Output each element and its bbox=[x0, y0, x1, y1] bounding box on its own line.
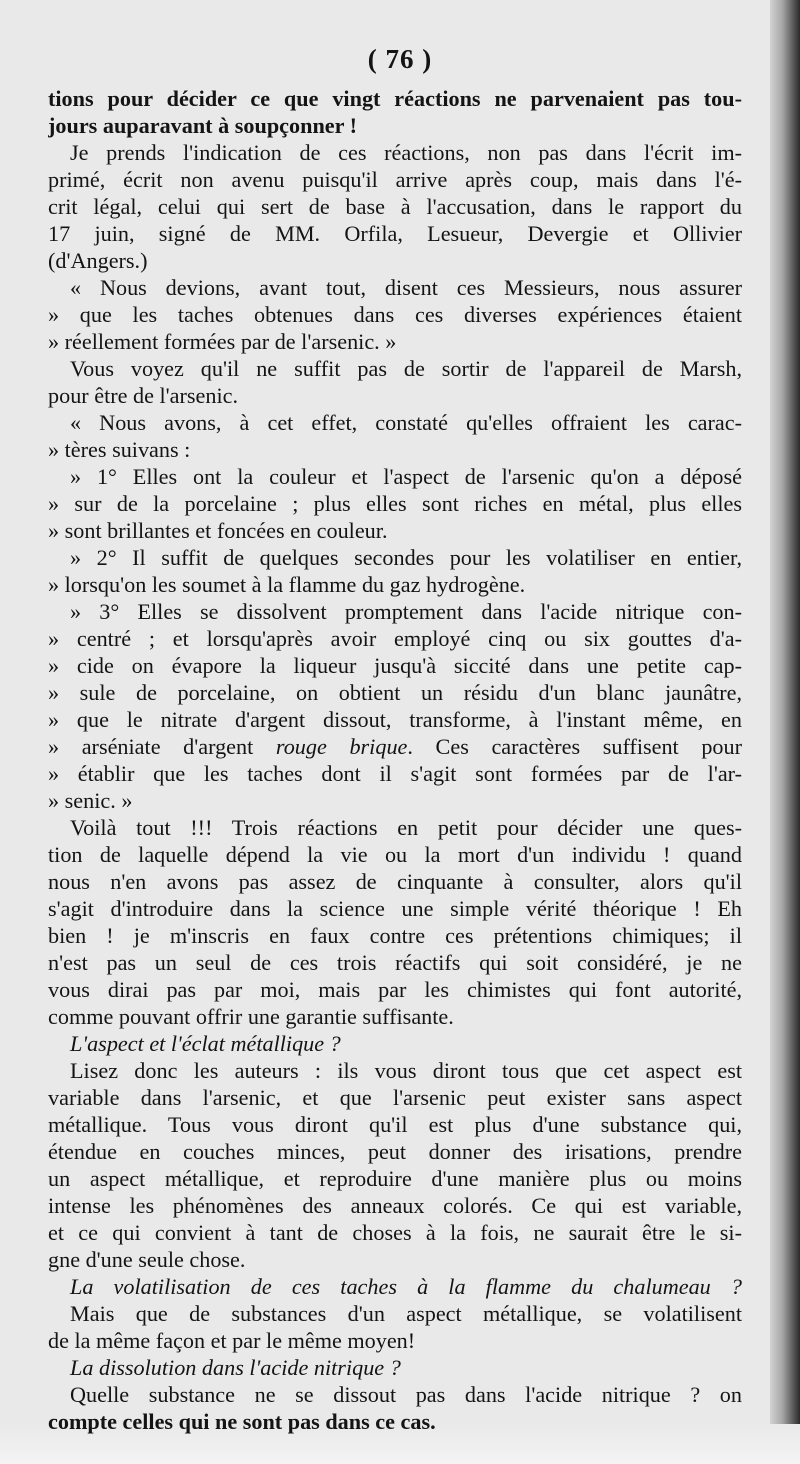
text-line: » sur de la porcelaine ; plus elles sont riches en métal, plus elles bbox=[48, 491, 742, 516]
text-line: » lorsqu'on les soumet à la flamme du gaz hydrogène. bbox=[48, 572, 526, 597]
text-line: Lisez donc les auteurs : ils vous diront tous que cet aspect est bbox=[70, 1058, 742, 1083]
text-line: Vous voyez qu'il ne suffit pas de sortir de l'appareil de Marsh, bbox=[70, 356, 742, 381]
text-line: jours auparavant à soupçonner ! bbox=[48, 113, 358, 138]
text-line: » 3° Elles se dissolvent promptement dans l'acide nitrique con- bbox=[70, 599, 742, 624]
page-number: ( 76 ) bbox=[367, 44, 433, 74]
page-edge-shadow bbox=[770, 0, 800, 1464]
text-line: un aspect métallique, et reproduire d'une manière plus ou moins bbox=[48, 1166, 742, 1191]
text-line: » réellement formées par de l'arsenic. » bbox=[48, 329, 397, 354]
italic-heading: La dissolution dans l'acide nitrique ? bbox=[70, 1355, 401, 1380]
text-line: » tères suivans : bbox=[48, 437, 191, 462]
text-line: métallique. Tous vous diront qu'il est plus d'une substance qui, bbox=[48, 1112, 742, 1137]
text-line: tion de laquelle dépend la vie ou la mort d'un individu ! quand bbox=[48, 842, 742, 867]
text-line: « Nous devions, avant tout, disent ces Messieurs, nous assurer bbox=[70, 275, 742, 300]
italic-heading: L'aspect et l'éclat métallique ? bbox=[70, 1031, 341, 1056]
text-line: Je prends l'indication de ces réactions, non pas dans l'écrit im- bbox=[70, 140, 742, 165]
italic-heading: La volatilisation de ces taches à la flamme du chalumeau ? bbox=[70, 1274, 742, 1299]
text-line: comme pouvant offrir une garantie suffisante. bbox=[48, 1004, 454, 1029]
text-line: de la même façon et par le même moyen! bbox=[48, 1328, 416, 1353]
text-line-with-italic: » arséniate d'argent rouge brique. Ces caractères suffisent pour bbox=[48, 734, 742, 759]
text-line: étendue en couches minces, peut donner des irisations, prendre bbox=[48, 1139, 742, 1164]
text-line: et ce qui convient à tant de choses à la fois, ne saurait être le si- bbox=[48, 1220, 742, 1245]
text-line: primé, écrit non avenu puisqu'il arrive après coup, mais dans l'é- bbox=[48, 167, 742, 192]
italic-phrase: rouge brique bbox=[275, 734, 408, 759]
text-line: » senic. » bbox=[48, 788, 133, 813]
text-line: » sont brillantes et foncées en couleur. bbox=[48, 518, 388, 543]
text-line: n'est pas un seul de ces trois réactifs qui soit considéré, je ne bbox=[48, 950, 742, 975]
text-line: » cide on évapore la liqueur jusqu'à siccité dans une petite cap- bbox=[48, 653, 742, 678]
text-line: variable dans l'arsenic, et que l'arsenic peut exister sans aspect bbox=[48, 1085, 742, 1110]
text-line: » que les taches obtenues dans ces diverses expériences étaient bbox=[48, 302, 742, 327]
text-line: » établir que les taches dont il s'agit sont formées par de l'ar- bbox=[48, 761, 742, 786]
text-line: (d'Angers.) bbox=[48, 248, 148, 273]
text-line: intense les phénomènes des anneaux colorés. Ce qui est variable, bbox=[48, 1193, 742, 1218]
text-line: » 1° Elles ont la couleur et l'aspect de l'arsenic qu'on a déposé bbox=[70, 464, 742, 489]
text-line: tions pour décider ce que vingt réactions ne parvenaient pas tou- bbox=[48, 86, 742, 111]
text-line: pour être de l'arsenic. bbox=[48, 383, 239, 408]
text-line: vous dirai pas par moi, mais par les chimistes qui font autorité, bbox=[48, 977, 742, 1002]
text-line: s'agit d'introduire dans la science une simple vérité théorique ! Eh bbox=[48, 896, 742, 921]
text-line: Voilà tout !!! Trois réactions en petit pour décider une ques- bbox=[70, 815, 742, 840]
text-line: « Nous avons, à cet effet, constaté qu'elles offraient les carac- bbox=[70, 410, 742, 435]
text-line: 17 juin, signé de MM. Orfila, Lesueur, Devergie et Ollivier bbox=[48, 221, 742, 246]
text-line: » que le nitrate d'argent dissout, transforme, à l'instant même, en bbox=[48, 707, 742, 732]
text-line: » 2° Il suffit de quelques secondes pour les volatiliser en entier, bbox=[70, 545, 742, 570]
text-line: bien ! je m'inscris en faux contre ces prétentions chimiques; il bbox=[48, 923, 742, 948]
text-line: nous n'en avons pas assez de cinquante à consulter, alors qu'il bbox=[48, 869, 742, 894]
text-line: Quelle substance ne se dissout pas dans l'acide nitrique ? on bbox=[70, 1382, 742, 1407]
text-line: » sule de porcelaine, on obtient un résidu d'un blanc jaunâtre, bbox=[48, 680, 742, 705]
text-line: compte celles qui ne sont pas dans ce cas. bbox=[48, 1409, 436, 1434]
text-line: » centré ; et lorsqu'après avoir employé cinq ou six gouttes d'a- bbox=[48, 626, 742, 651]
text-line: crit légal, celui qui sert de base à l'accusation, dans le rapport du bbox=[48, 194, 742, 219]
text-line: gne d'une seule chose. bbox=[48, 1247, 246, 1272]
body-text bbox=[48, 85, 742, 1435]
text-line: Mais que de substances d'un aspect métallique, se volatilisent bbox=[70, 1301, 742, 1326]
